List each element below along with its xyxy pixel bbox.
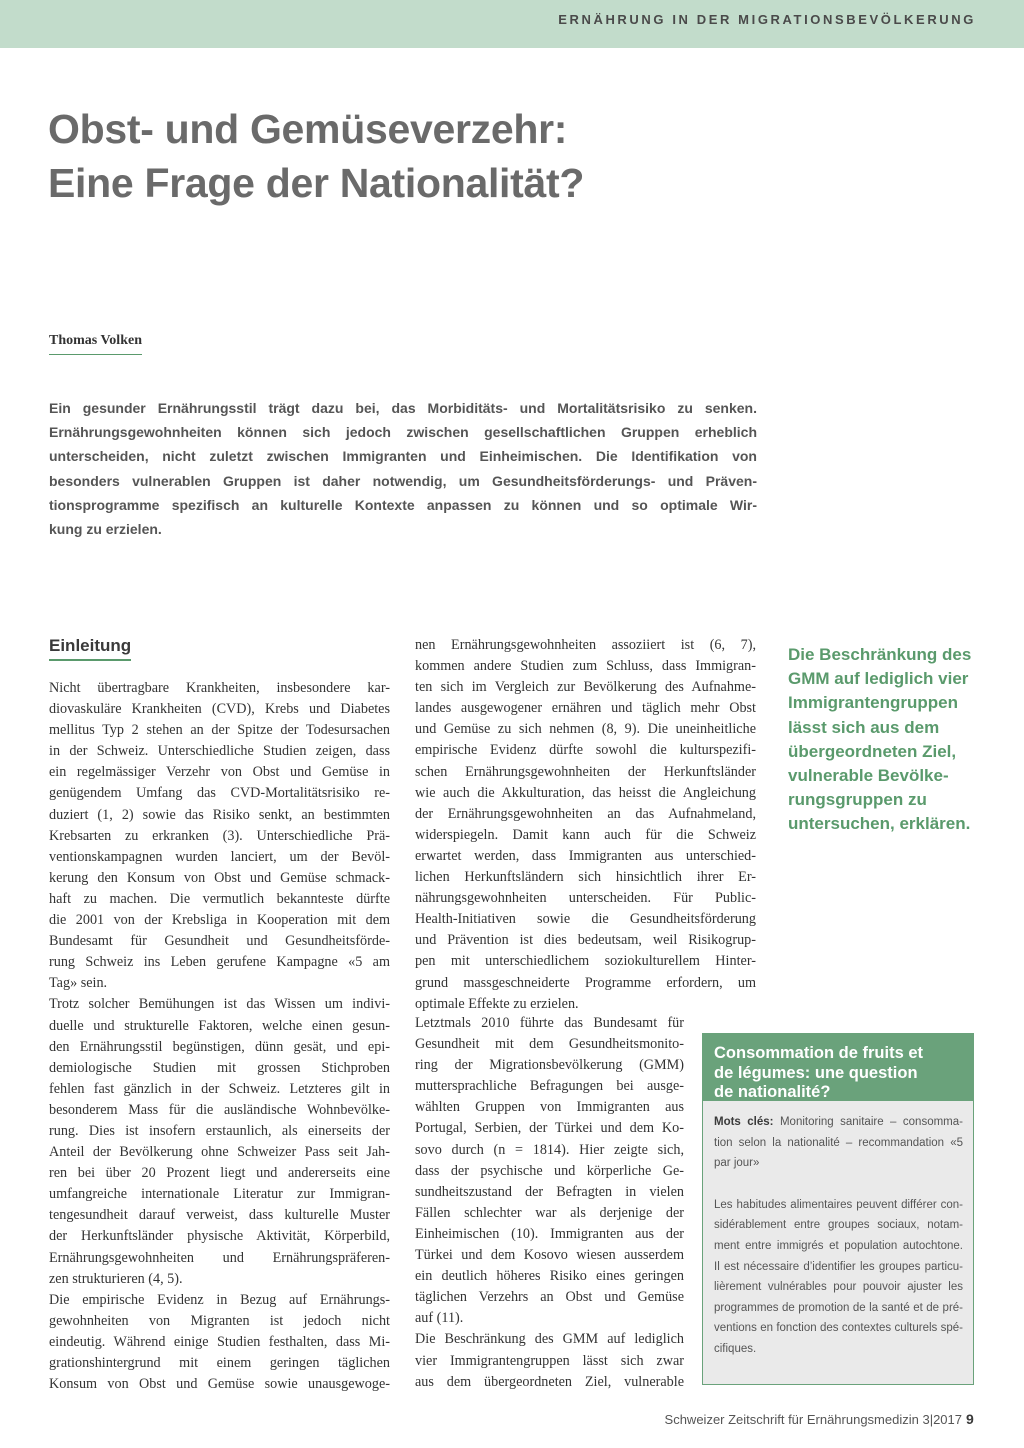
french-summary-box [702,1033,974,1385]
keywords-text: Monitoring sanitaire – consomma- [773,1116,963,1128]
abstract-line: ventions en fonction des contextes culturels spé- [714,1322,963,1335]
body-line: Konsum von Obst und Gemüse sowie unausgewoge- [49,1376,390,1393]
section-label: ERNÄHRUNG IN DER MIGRATIONSBEVÖLKERUNG [558,12,976,27]
body-line: Die empirische Evidenz in Bezug auf Ernährungs- [49,1291,390,1308]
body-line: schen Ernährungsgewohnheiten der Herkunftsländer [415,763,756,780]
page-number: 9 [966,1411,974,1427]
body-line: wie auch die Akkulturation, das heisst die Angleichung [415,784,756,801]
body-line: Ernährungsgewohnheiten und Ernährungspräferen- [49,1249,390,1266]
body-line: ten sich im Vergleich zur Bevölkerung des Aufnahme- [415,679,756,696]
body-line: Nicht übertragbare Krankheiten, insbesondere kar- [49,680,390,696]
abstract-line: Les habitudes alimentaires peuvent différer con- [714,1198,963,1211]
body-line: Einheimischen (10). Immigranten aus der [415,1225,684,1242]
body-line: Trotz solcher Bemühungen ist das Wissen um indivi- [49,996,390,1013]
body-line: aus dem übergeordneten Ziel, vulnerable [415,1373,684,1390]
journal-footer: Schweizer Zeitschrift für Ernährungsmedizin 3|2017 [664,1412,962,1427]
body-line: Die Beschränkung des GMM auf lediglich [415,1331,684,1348]
abstract-line: sidérablement entre groupes sociaux, notam- [714,1219,963,1232]
body-line: Gesundheit mit dem Gesundheitsmonito- [415,1036,684,1053]
body-line: den Ernährungsstil begünstigen, dünn gesät, und epi- [49,1038,390,1055]
section-heading: Einleitung [49,636,131,661]
body-line: ein regelmässiger Verzehr von Obst und Gemüse in [49,764,390,781]
abstract-line: cifiques. [714,1342,757,1355]
body-line: Portugal, Serbien, der Türkei und dem Ko- [415,1120,684,1137]
lead-line: besonders vulnerablen Gruppen ist daher notwendig, um Gesundheitsförderungs- und Präven- [49,472,757,489]
body-line: Anteil der Bevölkerung ohne Schweizer Pass seit Jah- [49,1144,390,1161]
body-line: der Ernährungsgewohnheiten an das Aufnahmeland, [415,805,756,822]
abstract-line: ment entre immigrés et population autochtone. [714,1239,963,1252]
keywords-line: par jour» [714,1157,760,1170]
body-line: genügendem Umfang das CVD-Mortalitätsrisiko re- [49,785,390,802]
author-name: Thomas Volken [49,333,142,355]
pull-quote-line: rungsgruppen zu [788,790,927,810]
body-line: nährungsgewohnheiten unterscheiden. Für Public- [415,890,756,907]
pull-quote-line: untersuchen, erklären. [788,814,971,834]
body-line: ventionskampagnen wurden lanciert, um der Bevöl- [49,848,390,865]
body-line: demiologische Studien mit grossen Stichproben [49,1059,390,1076]
body-line: wählten Gruppen von Immigranten aus [415,1099,684,1116]
body-line: grationshintergrund mit einem geringen täglichen [49,1355,390,1371]
body-line: landes ausgewogener ernähren und täglich mehr Obst [415,700,756,717]
body-line: gewohnheiten von Migranten ist jedoch nicht [49,1312,390,1329]
body-line: ren bei über 20 Prozent liegt und andererseits eine [49,1165,390,1182]
body-line: Fällen schlechter war als derjenige der [415,1204,684,1221]
pull-quote-line: Die Beschränkung des [788,645,972,664]
body-line: diovaskuläre Krankheiten (CVD), Krebs und Diabetes [49,701,390,718]
body-line: Letztmals 2010 führte das Bundesamt für [415,1015,684,1031]
abstract-line: programmes de promotion de la santé et de pré- [714,1301,963,1314]
lead-line: kung zu erzielen. [49,521,162,538]
body-line: Türkei und dem Kosovo wiesen ausserdem [415,1247,684,1264]
body-line: lichen Herkunftsländern sich hinsichtlich ihrer Er- [415,869,756,886]
keywords-line: tion selon la nationalité – recommandation «5 [714,1136,963,1149]
body-line: muttersprachliche Befragungen bei ausge- [415,1078,684,1095]
body-line: empirische Evidenz dürfte sowohl die kulturspezifi- [415,742,756,759]
body-line: fehlen fast gänzlich in der Schweiz. Letzteres gilt in [49,1080,390,1097]
body-line: erwartet werden, dass Immigranten aus unterschied- [415,847,756,864]
body-line: duziert (1, 2) sowie das Risiko senkt, an bestimmten [49,806,390,823]
body-line: haft zu machen. Die vermutlich bekannteste dürfte [49,890,390,907]
keywords-line [714,1112,963,1133]
summary-title [703,1034,973,1101]
lead-paragraph [49,396,757,541]
body-line: besonderem Mass für die ausländische Wohnbevölke- [49,1101,390,1118]
lead-line: tionsprogramme spezifisch an kulturelle Kontexte anpassen zu können und so optimale Wir- [49,496,757,513]
abstract-line: Il est nécessaire d’identifier les groupes particu- [714,1260,963,1273]
body-line: Health-Initiativen sowie die Gesundheitsförderung [415,911,756,928]
body-line: grund massgeschneiderte Programme erfordern, um [415,974,756,991]
body-line: ein deutlich höheres Risiko eines geringen [415,1268,684,1285]
body-line: tengesundheit darauf verweist, dass kulturelle Muster [49,1207,390,1224]
article-title-line: Obst- und Gemüseverzehr: [48,106,568,152]
pull-quote-line: GMM auf lediglich vier [788,669,969,689]
body-column-2 [415,635,756,1015]
body-line: Tag» sein. [49,975,108,992]
body-line: pen mit unterschiedlichem soziokulturellem Hinter- [415,953,756,970]
body-line: zen strukturieren (4, 5). [49,1270,183,1287]
summary-title-line: Consommation de fruits et [714,1044,924,1062]
body-line: Krebsarten zu erkranken (3). Unterschiedliche Prä- [49,827,390,844]
lead-line: Ernährungsgewohnheiten können sich jedoch zwischen gesellschaftlichen Gruppen erheblich [49,424,757,441]
article-title-line: Eine Frage der Nationalität? [48,160,585,206]
body-line: dass der psychische und körperliche Ge- [415,1162,684,1179]
article-title [48,102,584,210]
pull-quote-line: vulnerable Bevölke- [788,766,949,786]
body-line: sovo durch (n = 1814). Hier zeigte sich, [415,1141,684,1158]
abstract-line: lièrement vulnérables pour pouvoir ajuster les [714,1281,963,1294]
summary-body [703,1101,973,1360]
body-line: rung Schweiz ins Leben gerufene Kampagne «5 am [49,954,390,971]
body-column-1 [49,678,390,1395]
body-line: auf (11). [415,1310,464,1327]
body-line: ring der Migrationsbevölkerung (GMM) [415,1057,684,1074]
body-line: in der Schweiz. Unterschiedliche Studien zeigen, dass [49,743,390,760]
body-line: und Prävention ist dies bedeutsam, weil Risikogrup- [415,932,756,949]
summary-title-line: de nationalité? [714,1083,831,1101]
pull-quote [788,643,988,837]
body-line: kommen andere Studien zum Schluss, dass Immigran- [415,658,756,675]
body-line: vier Immigrantengruppen lässt sich zwar [415,1352,684,1369]
body-line: optimale Effekte zu erzielen. [415,995,579,1012]
body-line: rung. Dies ist insofern erstaunlich, als einerseits der [49,1122,390,1139]
pull-quote-line: Immigrantengruppen [788,693,959,713]
pull-quote-line: lässt sich aus dem [788,717,940,737]
body-line: und Gemüse zu sich nehmen (8, 9). Die uneinheitliche [415,721,756,738]
body-line: widerspiegeln. Damit kann auch für die Schweiz [415,826,756,843]
lead-line: Ein gesunder Ernährungsstil trägt dazu bei, das Morbiditäts- und Mortalitätsrisiko zu senken. [49,400,757,416]
pull-quote-line: übergeordneten Ziel, [788,741,957,761]
body-line: sundheitszustand der Befragten in vielen [415,1183,684,1200]
body-line: nen Ernährungsgewohnheiten assoziiert ist (6, 7), [415,637,756,653]
body-line: kerung den Konsum von Obst und Gemüse schmack- [49,869,390,886]
body-line: Bundesamt für Gesundheit und Gesundheitsförde- [49,933,390,950]
lead-line: unterscheiden, nicht zuletzt zwischen Immigranten und Einheimischen. Die Identifikation von [49,448,757,465]
body-line: duelle und strukturelle Faktoren, welche einen gesun- [49,1017,390,1034]
body-line: eindeutig. Während einige Studien festhalten, dass Mi- [49,1333,390,1350]
body-line: der Herkunftsländer physische Aktivität, Körperbild, [49,1228,390,1245]
body-column-3 [415,1013,684,1393]
body-line: täglichen Verzehrs an Obst und Gemüse [415,1289,684,1306]
header-bar [0,0,1024,48]
body-line: mellitus Typ 2 stehen an der Spitze der Todesursachen [49,722,390,739]
body-line: die 2001 von der Krebsliga in Kooperation mit dem [49,912,390,929]
summary-title-line: de légumes: une question [714,1063,918,1082]
keywords-label: Mots clés: [714,1116,774,1128]
body-line: umfangreiche internationale Literatur zur Immigran- [49,1186,390,1203]
